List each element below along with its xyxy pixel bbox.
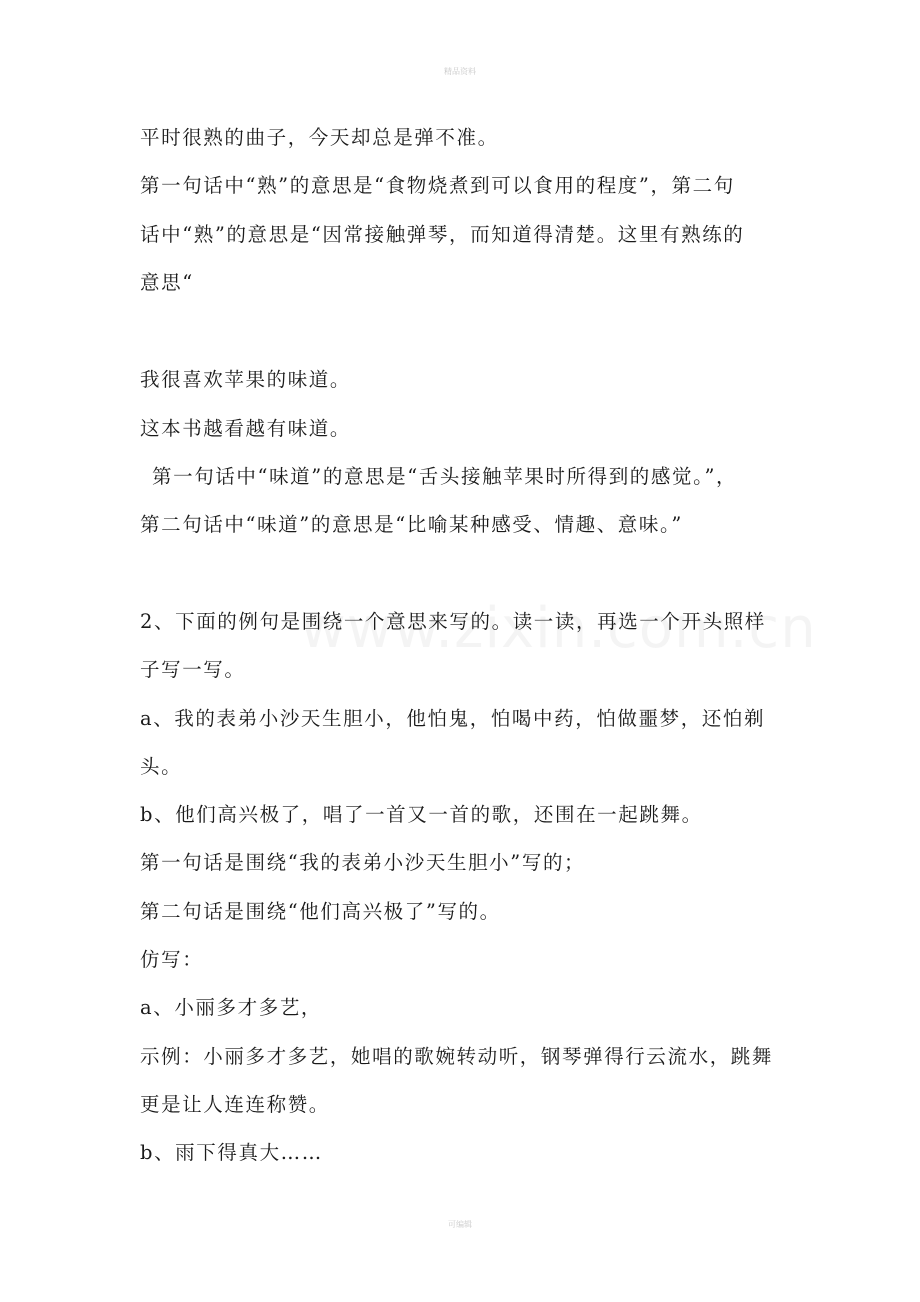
- text-line: 更是让人连连称赞。: [140, 1093, 330, 1116]
- text-line: 第二句话中“味道”的意思是“比喻某种感受、情趣、意味。”: [140, 513, 683, 536]
- text-line: 第一句话是围绕“我的表弟小沙天生胆小”写的；: [140, 851, 586, 874]
- text-line: 2、下面的例句是围绕一个意思来写的。读一读，再选一个开头照样: [140, 610, 766, 633]
- text-line: 第二句话是围绕“他们高兴极了”写的。: [140, 900, 501, 923]
- text-line: 仿写：: [140, 948, 204, 971]
- text-line: 我很喜欢苹果的味道。: [140, 368, 352, 391]
- text-line: 第一句话中“味道”的意思是“舌头接触苹果时所得到的感觉。”，: [152, 465, 738, 488]
- text-line: 第一句话中“熟”的意思是“食物烧煮到可以食用的程度”，第二句: [140, 174, 735, 197]
- text-line: 意思“: [140, 271, 194, 294]
- text-line: 平时很熟的曲子，今天却总是弹不准。: [140, 126, 499, 149]
- page-header-mark: 精品资料: [444, 67, 476, 76]
- text-line: a、小丽多才多艺，: [140, 996, 323, 1019]
- text-line: 这本书越看越有味道。: [140, 417, 352, 440]
- text-line: 话中“熟”的意思是“因常接触弹琴，而知道得清楚。这里有熟练的: [140, 223, 745, 246]
- text-line: 子写一写。: [140, 658, 246, 681]
- text-line: b、雨下得真大……: [140, 1141, 323, 1164]
- text-line: b、他们高兴极了，唱了一首又一首的歌，还围在一起跳舞。: [140, 803, 703, 826]
- text-line: 示例：小丽多才多艺，她唱的歌婉转动听，钢琴弹得行云流水，跳舞: [140, 1045, 774, 1068]
- text-line: a、我的表弟小沙天生胆小，他怕鬼，怕喝中药，怕做噩梦，还怕剃: [140, 707, 766, 730]
- text-line: 头。: [140, 755, 183, 778]
- page-footer-mark: 可编辑: [448, 1220, 472, 1229]
